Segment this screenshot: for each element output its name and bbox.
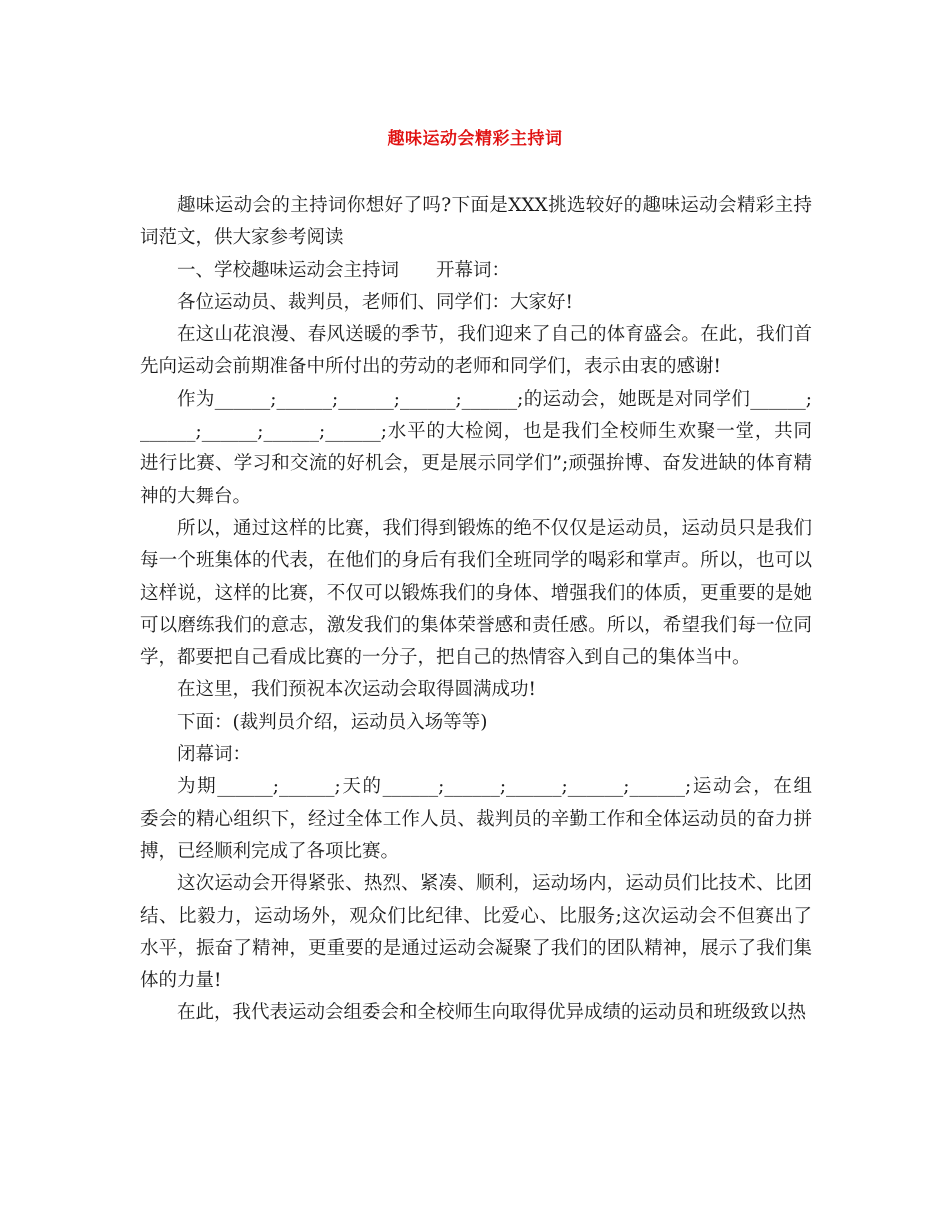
closing-heading: 闭幕词： (177, 744, 252, 766)
paragraph: 在这里，我们预祝本次运动会取得圆满成功! (177, 679, 536, 701)
section-heading: 一、学校趣味运动会主持词 开幕词： (177, 259, 511, 281)
paragraph: 所以，通过这样的比赛，我们得到锻炼的绝不仅仅是运动员，运动员只是我们每一个班集体的代表，在他们的身后有我们全班同学的喝彩和掌声。所以，也可以这样说，这样的比赛，不仅可以锻炼我们的身体、增强我们的体质，更重要的是她可以磨练我们的意志，激发我们的集体荣誉感和责任感。所以，希望我们每一位同学，都要把自己看成比赛的一分子，把自己的热情容入到自己的集体当中。 (140, 517, 812, 669)
document-title: 趣味运动会精彩主持词 (387, 129, 563, 149)
paragraph-greeting: 各位运动员、裁判员，老师们、同学们：大家好! (177, 291, 573, 313)
paragraph: 作为______;______;______;______;______;的运动会，她既是对同学们______;______;______;______;______;水平的大检阅，也是我们全校师生欢聚一堂，共同进行比赛、学习和交流的好机会，更是展示同学们”;顽强拚博、奋发进缺的体育精神的大舞台。 (140, 388, 812, 507)
paragraph: 为期______;______;天的______;______;______;______;______;运动会，在组委会的精心组织下，经过全体工作人员、裁判员的辛勤工作和全体运动员的奋力拼搏，已经顺利完成了各项比赛。 (140, 776, 812, 862)
paragraph-intro: 趣味运动会的主持词你想好了吗?下面是XXX挑选较好的趣味运动会精彩主持词范文，供大家参考阅读 (140, 195, 812, 249)
paragraph: 下面：(裁判员介绍，运动员入场等等) (177, 711, 488, 733)
paragraph: 这次运动会开得紧张、热烈、紧凑、顺利，运动场内，运动员们比技术、比团结、比毅力，运动场外，观众们比纪律、比爱心、比服务;这次运动会不但赛出了水平，振奋了精神，更重要的是通过运动会凝聚了我们的团队精神，展示了我们集体的力量! (140, 873, 812, 992)
paragraph: 在这山花浪漫、春风送暖的季节，我们迎来了自己的体育盛会。在此，我们首先向运动会前期准备中所付出的劳动的老师和同学们，表示由衷的感谢! (140, 324, 812, 378)
paragraph: 在此，我代表运动会组委会和全校师生向取得优异成绩的运动员和班级致以热 (177, 1002, 807, 1024)
document-body (140, 190, 812, 1030)
